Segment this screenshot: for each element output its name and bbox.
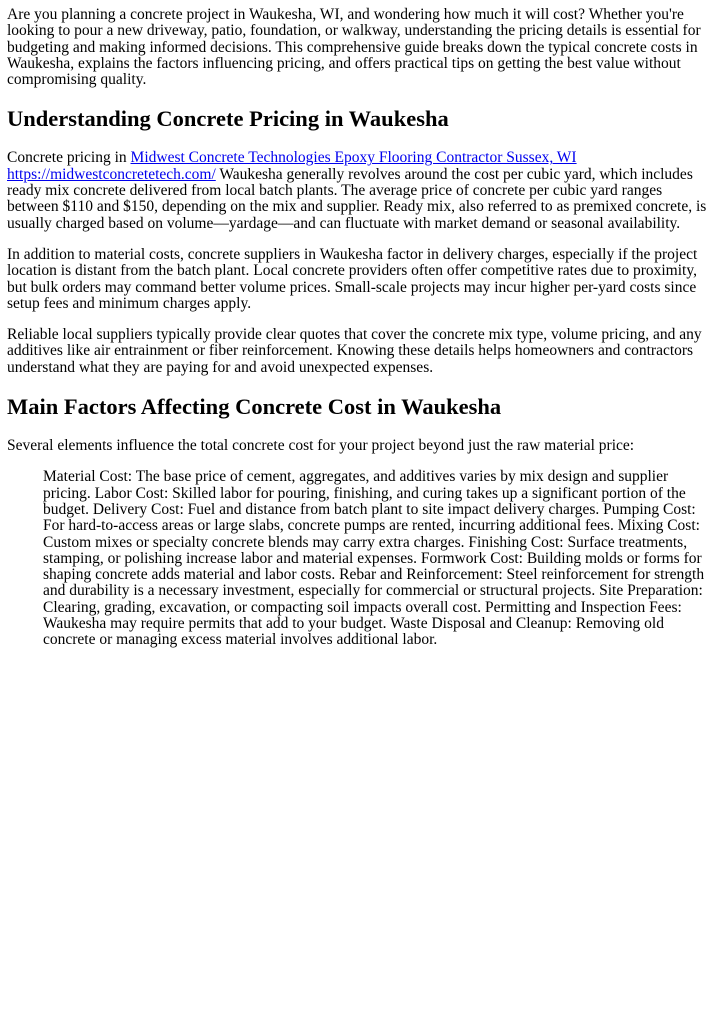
factors-intro-paragraph: Several elements influence the total concrete cost for your project beyond just the raw material price: <box>7 437 635 455</box>
pricing-paragraph-1-suffix: Waukesha generally revolves around the cost per cubic yard, which includes ready mix concrete delivered from local batch plants. The average price of concrete per cubic yard ranges between $110 and $150, depending on the mix and supplier. Ready mix, also referred to as premixed concrete, is usually charged based on volume—yardage—and can fluctuate with market demand or seasonal availability. <box>7 165 707 232</box>
pricing-paragraph-1 <box>7 150 714 231</box>
pricing-paragraph-3: Reliable local suppliers typically provide clear quotes that cover the concrete mix type, volume pricing, and any additives like air entrainment or fiber reinforcement. Knowing these details helps homeowners and contractors understand what they are paying for and avoid unexpected expenses. <box>7 326 702 376</box>
intro-paragraph: Are you planning a concrete project in Waukesha, WI, and wondering how much it will cost? Whether you're looking to pour a new driveway, patio, foundation, or walkway, understanding the pricing details is essential for budgeting and making informed decisions. This comprehensive guide breaks down the typical concrete costs in Waukesha, explains the factors influencing pricing, and offers practical tips on getting the best value without compromising quality. <box>7 6 701 89</box>
section-heading-pricing: Understanding Concrete Pricing in Waukesha <box>7 106 449 132</box>
factors-list: Material Cost: The base price of cement, aggregates, and additives varies by mix design and supplier pricing. Labor Cost: Skilled labor for pouring, finishing, and curing takes up a significant portion of the budget. Delivery Cost: Fuel and distance from batch plant to site impact delivery charges. Pumping Cost: For hard-to-access areas or large slabs, concrete pumps are rented, incurring additional fees. Mixing Cost: Custom mixes or specialty concrete blends may carry extra charges. Finishing Cost: Surface treatments, stamping, or polishing increase labor and material expenses. Formwork Cost: Building molds or forms for shaping concrete adds material and labor costs. Rebar and Reinforcement: Steel reinforcement for strength and durability is a necessary investment, especially for commercial or structural projects. Site Preparation: Clearing, grading, excavation, or compacting soil impacts overall cost. Permitting and Inspection Fees: Waukesha may require permits that add to your budget. Waste Disposal and Cleanup: Removing old concrete or managing excess material involves additional labor. <box>43 468 705 649</box>
pricing-paragraph-2: In addition to material costs, concrete suppliers in Waukesha factor in delivery charges, especially if the project location is distant from the batch plant. Local concrete providers often offer competitive rates due to proximity, but bulk orders may command better volume prices. Small-scale projects may incur higher per-yard costs since setup fees and minimum charges apply. <box>7 245 698 312</box>
pricing-paragraph-1-prefix: Concrete pricing in <box>7 149 131 167</box>
contractor-link[interactable]: Midwest Concrete Technologies Epoxy Flooring Contractor Sussex, WI <box>130 149 577 167</box>
section-heading-factors: Main Factors Affecting Concrete Cost in Waukesha <box>7 394 502 420</box>
website-link[interactable]: https://midwestconcretetech.com/ <box>7 165 216 183</box>
